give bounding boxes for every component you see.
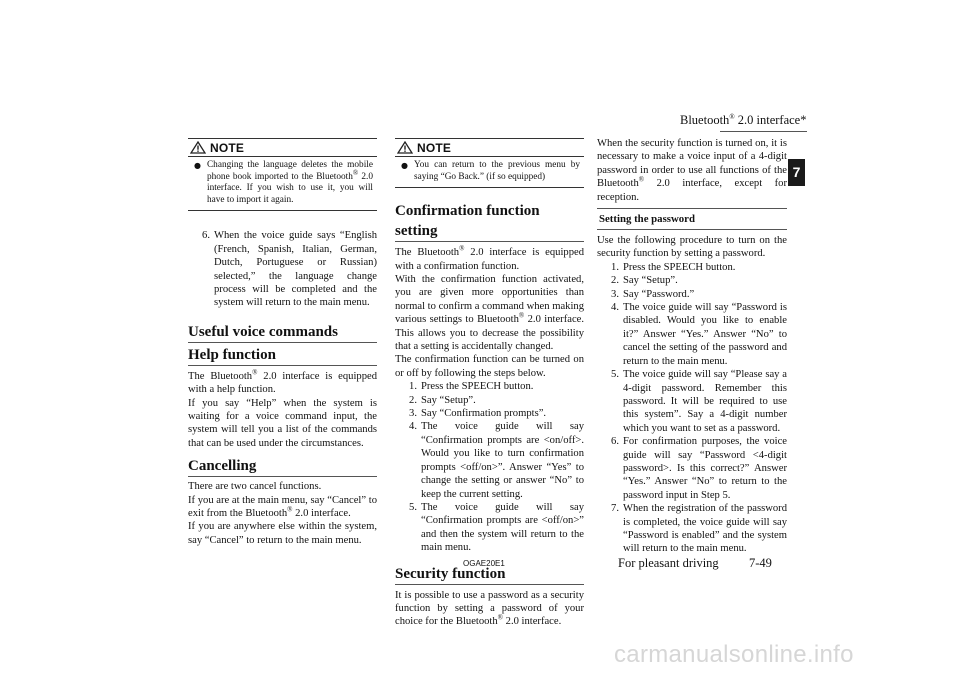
step-text: Press the SPEECH button. — [421, 381, 534, 393]
warning-icon — [397, 141, 413, 154]
note-header — [395, 139, 584, 157]
warning-icon — [190, 141, 206, 154]
step-text: The voice guide will say “Confirmation prompts are <on/off>. Would you like to turn confirmation prompts <off/on>”. Answer “Yes” to change the setting or answer “No” to keep the current setting. — [421, 421, 584, 500]
step-text: Say “Setup”. — [421, 394, 476, 406]
list-item — [597, 274, 787, 287]
confirmation-section — [395, 201, 584, 554]
cancel-section — [188, 456, 377, 547]
list-item — [395, 380, 584, 393]
useful-commands-section — [188, 322, 377, 343]
paragraph-text: When the security function is turned on, it is necessary to make a voice input of a 4-digit password in order to use all functions of the Bluetooth — [597, 138, 787, 190]
paragraph-text: With the confirmation function activated, you are given more opportunities than normal to confirm a command when making various settings to Bluetooth — [395, 274, 584, 326]
step-number: 6. — [202, 230, 210, 242]
header-title-text: Bluetooth — [680, 113, 730, 127]
note-box-language — [188, 138, 377, 211]
step-number: 5. — [611, 369, 619, 381]
column-3 — [597, 0, 787, 555]
paragraph-text: 2.0 interface is equipped with a confirmation function. — [395, 247, 585, 272]
reg-mark: ® — [518, 311, 525, 320]
step-number: 4. — [409, 421, 417, 433]
confirm-paragraph-3: The confirmation function can be turned on or off by following the steps below. — [395, 354, 584, 379]
paragraph-text: 2.0 interface. This allows you to decrease the possibility that a setting is accidentally changed. — [395, 314, 584, 353]
step-number: 7. — [611, 503, 619, 515]
paragraph-text: 2.0 interface. — [292, 508, 351, 520]
note-text — [207, 160, 373, 206]
header-title-suffix: 2.0 interface* — [734, 113, 807, 127]
list-item — [597, 502, 787, 556]
section-title-useful: Useful voice commands — [188, 323, 338, 340]
reg-mark: ® — [459, 244, 465, 253]
password-step-list — [597, 261, 787, 556]
step-number: 5. — [409, 501, 417, 513]
list-item — [597, 301, 787, 368]
note-header — [188, 139, 377, 157]
setting-password-section — [597, 208, 787, 556]
footer-page-info — [618, 556, 772, 571]
paragraph-text: 2.0 interface. — [503, 616, 562, 628]
page-number: 7-49 — [748, 556, 772, 570]
setting-paragraph-1: Use the following procedure to turn on the security function by setting a password. — [597, 235, 787, 260]
cancel-paragraph-3: If you are anywhere else within the system, say “Cancel” to return to the main menu. — [188, 521, 377, 546]
note-title: NOTE — [417, 140, 452, 155]
step-number: 6. — [611, 436, 619, 448]
step-text: Say “Password.” — [623, 288, 695, 300]
paragraph-text: 2.0 interface, except for reception. — [597, 178, 787, 203]
paragraph-text: The Bluetooth — [188, 370, 253, 382]
header-reg-mark: ® — [729, 112, 735, 121]
list-item — [395, 420, 584, 500]
step-text: When the registration of the password is completed, the voice guide will say “Password is enabled” and the system will return to the main menu. — [623, 503, 787, 555]
step-number: 4. — [611, 302, 619, 314]
section-title-help: Help function — [188, 346, 276, 363]
section-title-security: Security function — [395, 565, 506, 582]
section-rule — [188, 365, 377, 366]
chapter-tab: 7 — [788, 159, 805, 186]
step-text: Say “Confirmation prompts”. — [421, 408, 547, 420]
reg-mark: ® — [352, 168, 359, 177]
step-number: 3. — [611, 288, 619, 300]
step-number: 2. — [611, 275, 619, 287]
help-paragraph-2: If you say “Help” when the system is waiting for a voice command input, the system will tell you a list of the commands that can be used under the circumstances. — [188, 397, 377, 449]
confirm-paragraph-2 — [395, 273, 584, 353]
reg-mark: ® — [497, 613, 503, 622]
paragraph-text: If you are at the main menu, say “Cancel” to exit from the Bluetooth — [188, 494, 377, 520]
confirm-step-list — [395, 380, 584, 554]
note-body — [188, 157, 377, 210]
note-text-a: Changing the language deletes the mobile phone book imported to the Bluetooth — [206, 160, 373, 182]
list-item — [395, 407, 584, 420]
list-item — [597, 288, 787, 301]
step-text: Say “Setup”. — [623, 275, 678, 287]
security-section — [395, 564, 584, 629]
footer-section: For pleasant driving — [618, 556, 719, 570]
help-paragraph-1 — [188, 370, 377, 397]
section-title-cancelling: Cancelling — [188, 458, 257, 475]
list-item — [597, 368, 787, 435]
step-number: 3. — [409, 408, 417, 420]
step-text: The voice guide will say “Please say a 4-digit password. Remember this password. It will be required to use this system”. Say a 4-digit number which you want to set as a password. — [623, 369, 787, 434]
paragraph-text: It is possible to use a password as a security function by setting a password of your choice for the Bluetooth — [395, 589, 584, 628]
section-rule — [395, 241, 584, 242]
section-rule — [188, 476, 377, 477]
step-text: The voice guide will say “Password is disabled. Would you like to enable it?” Answer “Yes.” Answer “No” to cancel the setting of the password and return to the main menu. — [623, 302, 787, 367]
list-item — [395, 501, 584, 555]
reg-mark: ® — [638, 175, 645, 184]
section-rule — [188, 342, 377, 343]
step-text: Press the SPEECH button. — [623, 261, 736, 273]
list-item — [188, 229, 377, 309]
list-item — [395, 394, 584, 407]
section-title-confirmation: Confirmation function setting — [395, 203, 540, 240]
reg-mark: ® — [252, 368, 258, 377]
paragraph-text: The Bluetooth — [395, 247, 460, 259]
reg-mark: ® — [287, 505, 293, 514]
note-body — [395, 157, 584, 187]
step-text: When the voice guide says “English (French, Spanish, Italian, German, Dutch, Portuguese or Russian) selected,” the language change process will be completed and the system will return to the main menu. — [214, 230, 377, 309]
step-number: 1. — [409, 381, 417, 393]
security-intro-paragraph — [597, 137, 787, 204]
cancel-paragraph-2 — [188, 494, 377, 521]
paragraph-text: 2.0 interface is equipped with a help function. — [188, 370, 378, 396]
list-item — [597, 261, 787, 274]
list-item — [597, 435, 787, 502]
note-box-go-back — [395, 138, 584, 188]
step-text: For confirmation purposes, the voice guide will say “Password <4-digit password>. Is this correct?” Answer “Yes.” Answer “No” to return to the password input in Step 5. — [623, 436, 787, 501]
bullet-icon: ● — [194, 161, 201, 170]
watermark: carmanualsonline.info — [614, 641, 854, 668]
note-text: You can return to the previous menu by saying “Go Back.” (if so equipped) — [413, 160, 580, 182]
cancel-paragraph-1: There are two cancel functions. — [188, 481, 322, 493]
confirm-paragraph-1 — [395, 246, 584, 273]
step-text: The voice guide will say “Confirmation prompts are <off/on>” and then the system will return to the main menu. — [421, 501, 584, 554]
note-text-b: 2.0 interface. If you wish to use it, you will have to import it again. — [206, 171, 373, 205]
subsection-title-setting-password: Setting the password — [597, 208, 787, 230]
step-number: 2. — [409, 394, 417, 406]
note-title: NOTE — [210, 140, 245, 155]
security-paragraph-1 — [395, 589, 584, 629]
language-step-list — [188, 229, 377, 309]
footer-code: OGAE20E1 — [463, 559, 505, 568]
section-rule — [395, 584, 584, 585]
help-section — [188, 345, 377, 450]
bullet-icon: ● — [401, 161, 408, 170]
step-number: 1. — [611, 261, 619, 273]
column-1 — [188, 0, 378, 546]
